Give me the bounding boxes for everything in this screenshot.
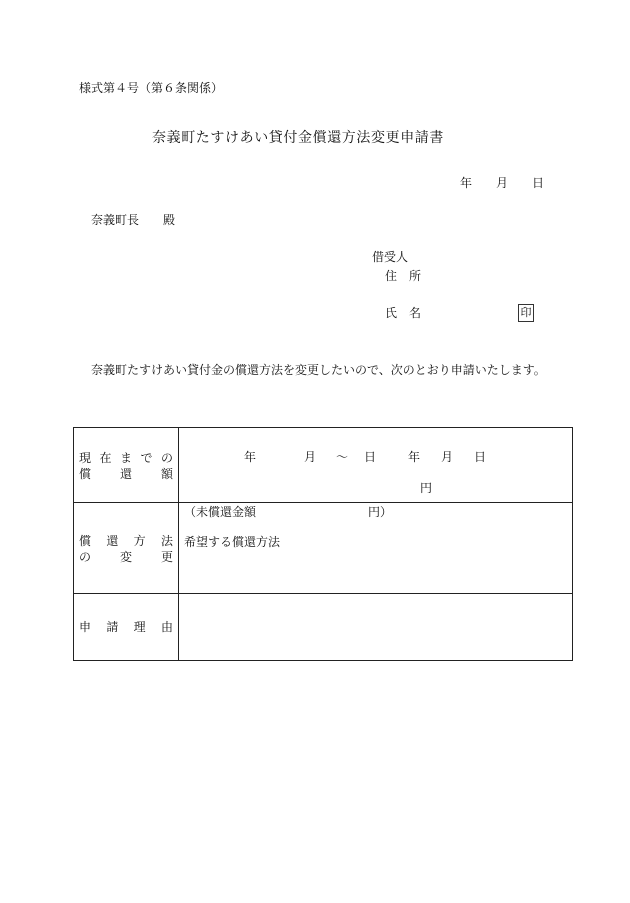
application-reason-label-cell	[74, 594, 179, 661]
date-year: 年	[460, 176, 473, 190]
body-text: 奈義町たすけあい貸付金の償還方法を変更したいので、次のとおり申請いたします。	[91, 363, 546, 377]
repayment-method-value-cell[interactable]	[179, 503, 573, 594]
seal-mark: 印	[518, 304, 534, 322]
address-label-char: 住	[385, 269, 398, 283]
repayment-method-label: 償 還 方 法	[79, 534, 173, 548]
table-row	[74, 594, 573, 661]
table-row	[74, 428, 573, 503]
address-label	[385, 268, 421, 284]
borrower-heading: 借受人	[372, 250, 409, 264]
date-line	[460, 175, 544, 191]
name-label-char: 氏	[385, 306, 398, 320]
current-repayment-label-line2: 償 還 額	[79, 467, 173, 481]
current-repayment-label-cell	[74, 428, 179, 503]
name-label-char: 名	[408, 306, 421, 320]
yen-unit: 円	[420, 481, 433, 495]
address-label-char: 所	[408, 269, 421, 283]
period-tilde: ～	[336, 450, 349, 464]
form-number: 様式第４号（第６条関係）	[79, 81, 224, 95]
addressee: 奈義町長 殿	[91, 213, 176, 227]
document-title: 奈義町たすけあい貸付金償還方法変更申請書	[152, 130, 444, 146]
unpaid-amount-end: 円）	[368, 505, 393, 519]
current-repayment-label: 現 在 ま で の	[79, 451, 173, 465]
repayment-method-label-line2: の 変 更	[79, 550, 173, 564]
date-month: 月	[495, 176, 508, 190]
period-from: 年 月 日	[244, 450, 376, 464]
name-label	[385, 305, 421, 321]
unpaid-amount-label: （未償還金額	[184, 505, 257, 519]
application-reason-label: 申 請 理 由	[79, 620, 173, 634]
desired-method-label: 希望する償還方法	[184, 535, 281, 549]
application-table	[73, 427, 573, 661]
date-day: 日	[531, 176, 544, 190]
repayment-method-label-cell	[74, 503, 179, 594]
application-reason-value-cell[interactable]	[179, 594, 573, 661]
table-row	[74, 503, 573, 594]
period-to: 年 月 日	[408, 450, 486, 464]
current-repayment-value-cell[interactable]	[179, 428, 573, 503]
